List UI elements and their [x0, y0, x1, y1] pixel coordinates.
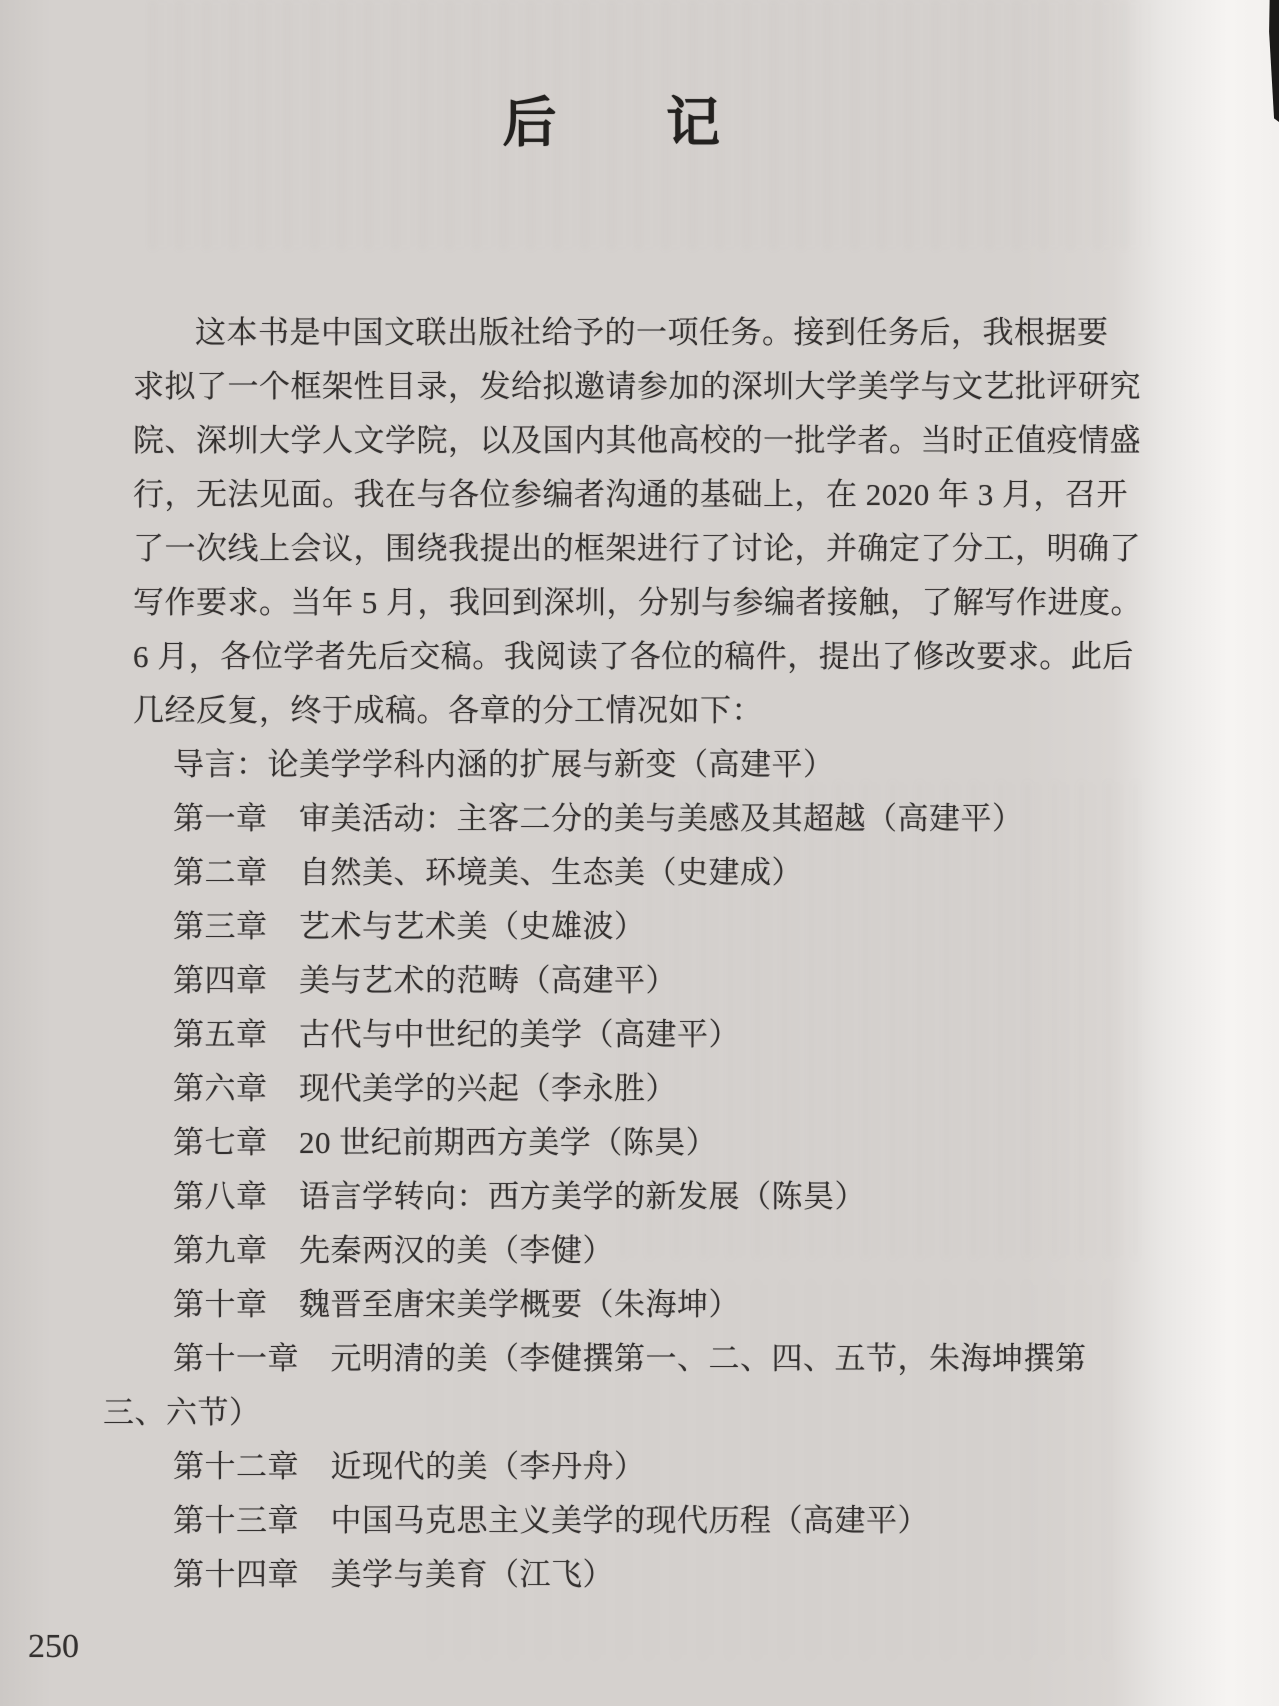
photo-edge-shadow — [1268, 0, 1279, 122]
chapter-line-13: 第十三章 中国马克思主义美学的现代历程（高建平） — [173, 1503, 929, 1538]
chapter-line-6: 第六章 现代美学的兴起（李永胜） — [173, 1071, 677, 1106]
chapter-line-9: 第九章 先秦两汉的美（李健） — [173, 1233, 614, 1268]
chapter-line-7: 第七章 20 世纪前期西方美学（陈昊） — [173, 1125, 718, 1160]
paragraph-line: 院、深圳大学人文学院，以及国内其他高校的一批学者。当时正值疫情盛 — [133, 423, 1141, 458]
paragraph-line: 了一次线上会议，围绕我提出的框架进行了讨论，并确定了分工，明确了 — [133, 531, 1141, 566]
page-title: 后 记 — [502, 93, 721, 153]
chapter-line-12: 第十二章 近现代的美（李丹舟） — [173, 1449, 646, 1484]
chapter-line-2: 第二章 自然美、环境美、生态美（史建成） — [173, 855, 803, 890]
chapter-line-11-continuation: 三、六节） — [103, 1395, 261, 1430]
page-content — [103, 92, 1142, 1602]
chapter-line-14: 第十四章 美学与美育（江飞） — [173, 1557, 614, 1592]
paragraph-line: 几经反复，终于成稿。各章的分工情况如下： — [133, 693, 763, 728]
paragraph-line: 写作要求。当年 5 月，我回到深圳，分别与参编者接触，了解写作进度。 — [133, 585, 1142, 620]
page-number: 250 — [28, 1628, 79, 1665]
chapter-assignment-list — [103, 738, 1090, 1602]
chapter-line-4: 第四章 美与艺术的范畴（高建平） — [173, 963, 677, 998]
afterword-paragraph — [133, 306, 1142, 738]
chapter-line-1: 第一章 审美活动：主客二分的美与美感及其超越（高建平） — [173, 801, 1024, 836]
paragraph-line: 这本书是中国文联出版社给予的一项任务。接到任务后，我根据要 — [195, 315, 1109, 350]
chapter-line-3: 第三章 艺术与艺术美（史雄波） — [173, 909, 646, 944]
paragraph-line: 6 月，各位学者先后交稿。我阅读了各位的稿件，提出了修改要求。此后 — [133, 639, 1134, 674]
chapter-line-5: 第五章 古代与中世纪的美学（高建平） — [173, 1017, 740, 1052]
chapter-line-10: 第十章 魏晋至唐宋美学概要（朱海坤） — [173, 1287, 740, 1322]
paragraph-line: 行，无法见面。我在与各位参编者沟通的基础上，在 2020 年 3 月，召开 — [133, 477, 1128, 512]
chapter-line-8: 第八章 语言学转向：西方美学的新发展（陈昊） — [173, 1179, 866, 1214]
chapter-line-11: 第十一章 元明清的美（李健撰第一、二、四、五节，朱海坤撰第 — [173, 1341, 1087, 1376]
paragraph-line: 求拟了一个框架性目录，发给拟邀请参加的深圳大学美学与文艺批评研究 — [133, 369, 1141, 404]
chapter-line-intro: 导言：论美学学科内涵的扩展与新变（高建平） — [173, 747, 835, 782]
